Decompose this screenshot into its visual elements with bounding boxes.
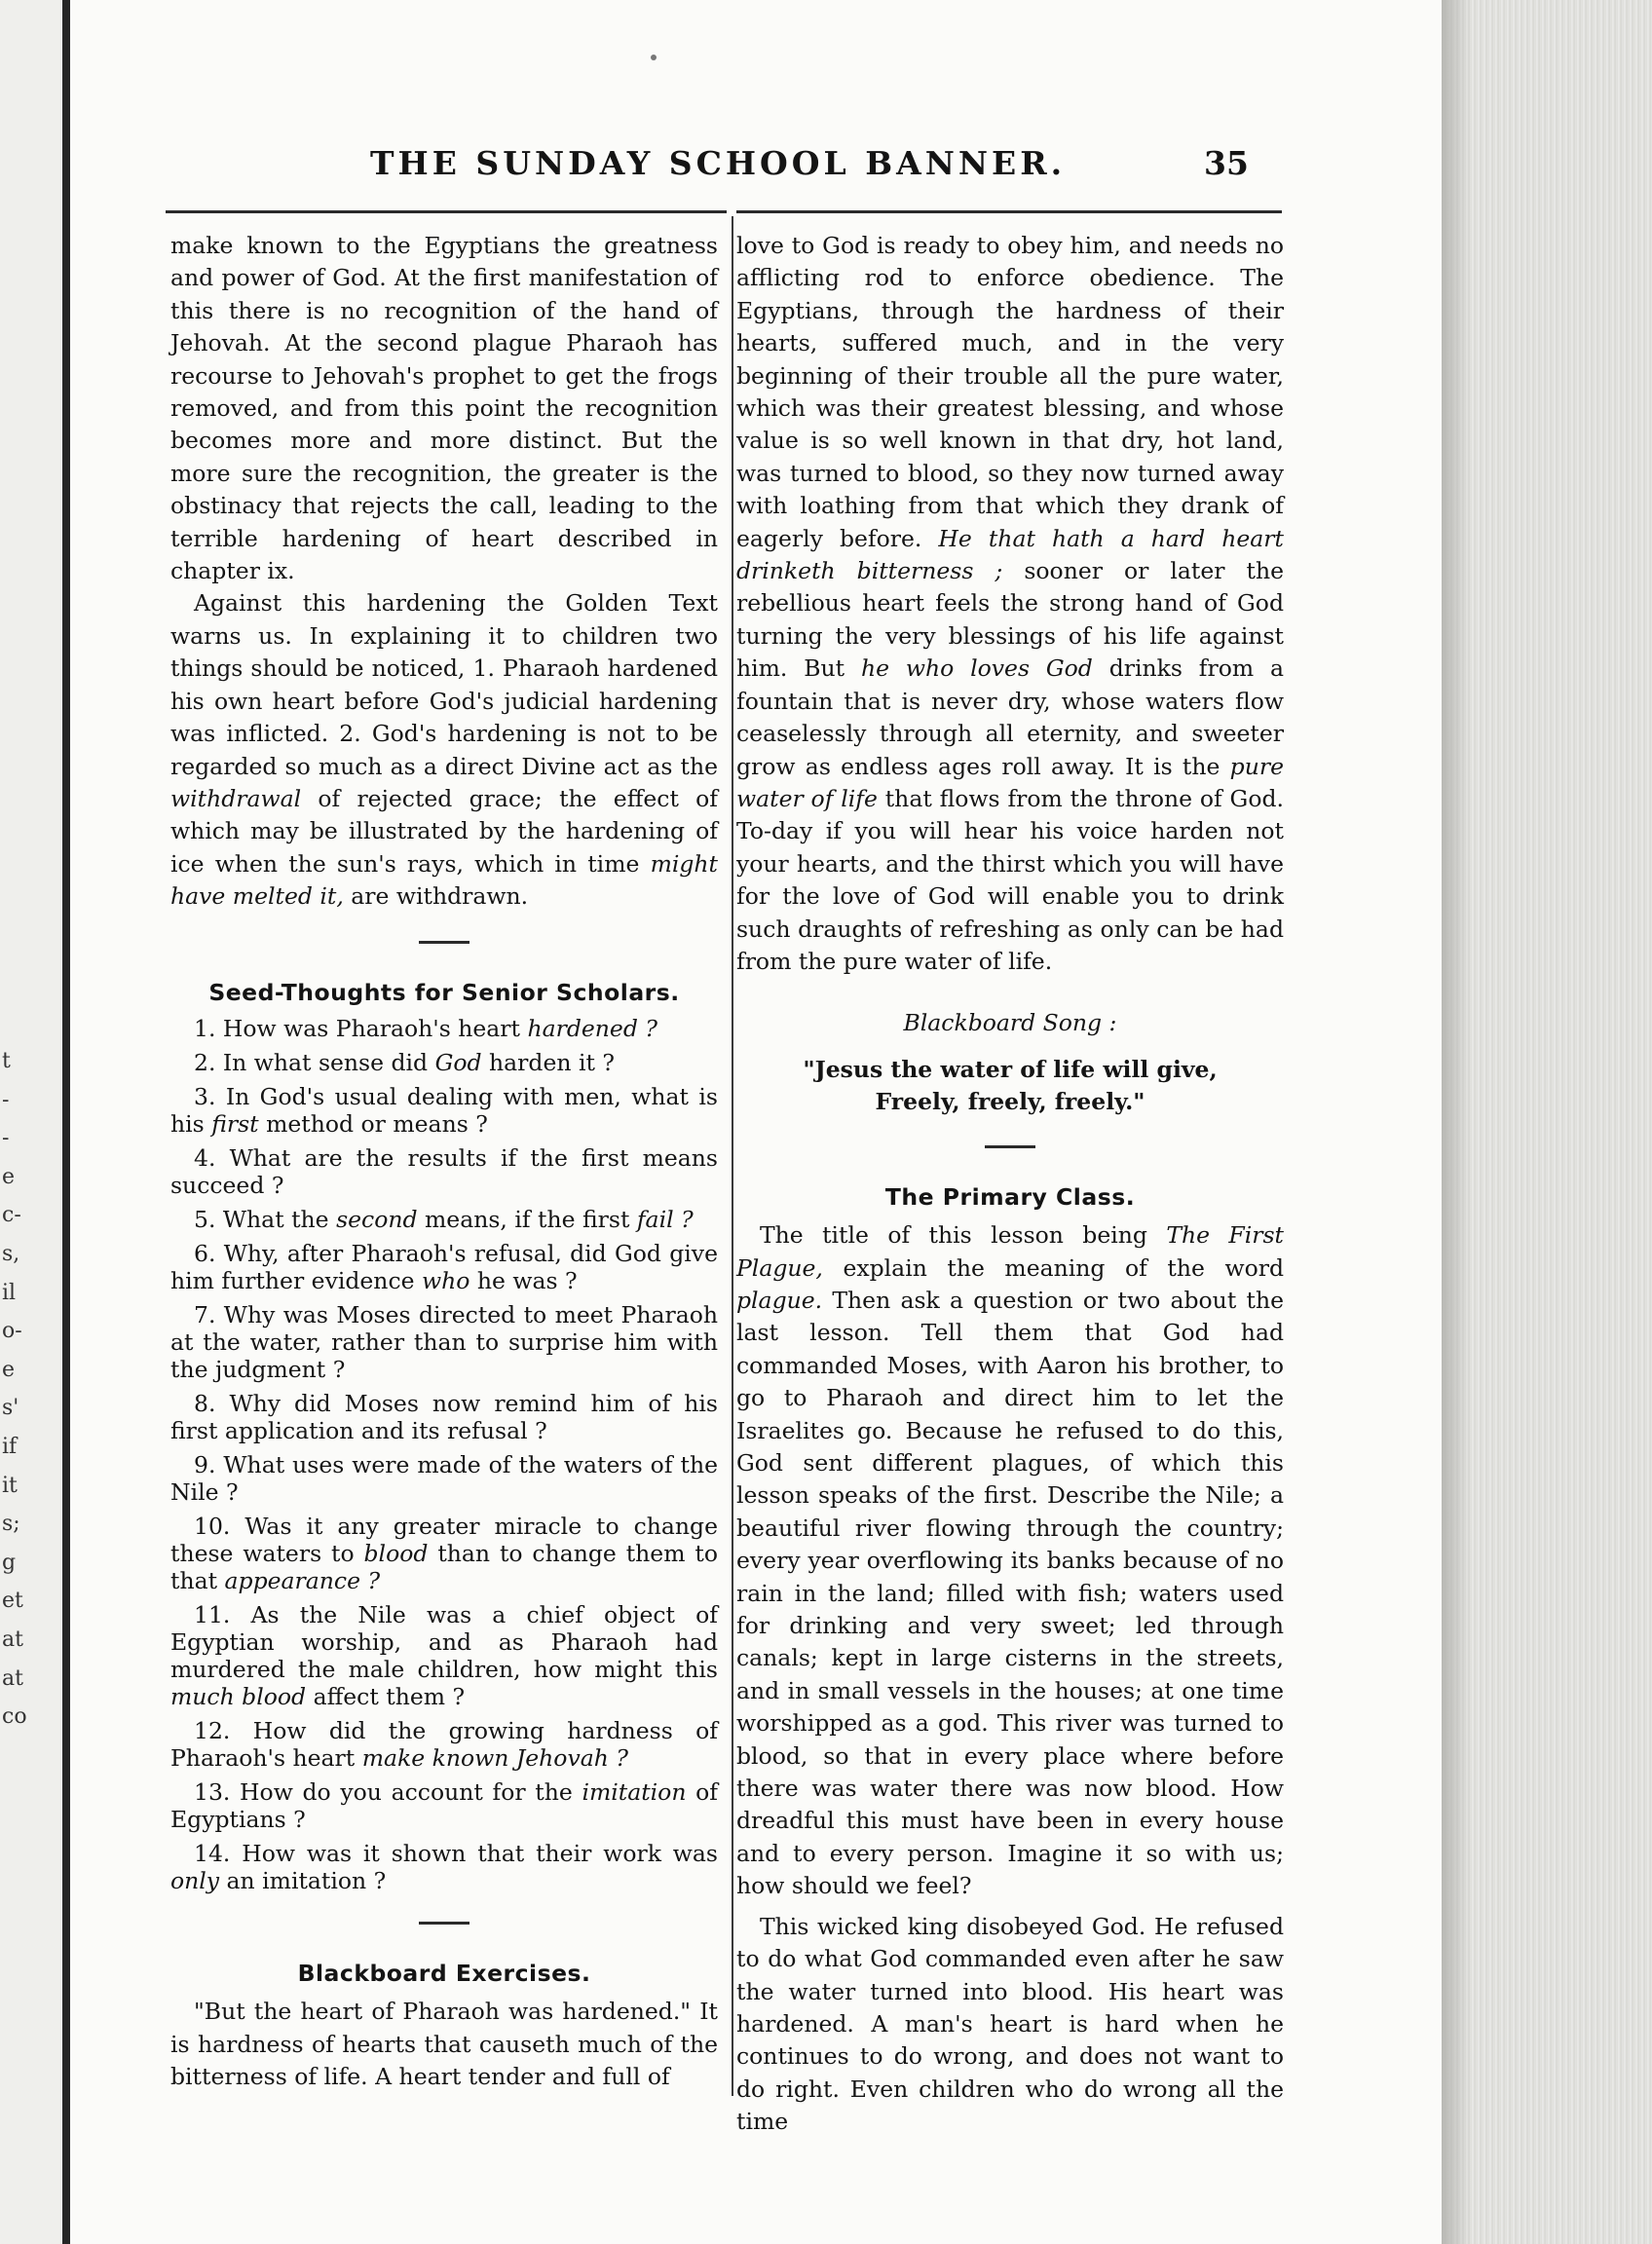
margin-fragment: it bbox=[2, 1473, 18, 1498]
question-text-tail: an imitation ? bbox=[219, 1866, 387, 1894]
golden-text-part-3: are withdrawn. bbox=[343, 882, 529, 911]
right-column bbox=[736, 230, 1284, 2139]
seed-thought-question bbox=[170, 1390, 718, 1444]
margin-fragment: e bbox=[2, 1357, 16, 1382]
continuation-emphasis-1: He that hath a hard heart drinketh bitterness ; bbox=[736, 524, 1284, 585]
primary-class-paragraph-2: This wicked king disobeyed God. He refused to do what God commanded even after he saw the water turned into blood. His heart was hardened. A man's heart is hard when he continues to do wrong, and does not want to do right. Even children who do wrong all the time bbox=[736, 1912, 1284, 2136]
seed-thought-question bbox=[170, 1301, 718, 1383]
question-text: 8. Why did Moses now remind him of his first application and its refusal ? bbox=[170, 1389, 718, 1444]
question-text-tail: he was ? bbox=[469, 1266, 578, 1294]
golden-text-emphasis-1: withdrawal bbox=[170, 784, 302, 812]
margin-fragment: et bbox=[2, 1589, 23, 1614]
running-head: THE SUNDAY SCHOOL BANNER. bbox=[370, 144, 1067, 182]
question-text: 14. How was it shown that their work was bbox=[194, 1839, 718, 1867]
question-text: 13. How do you account for the bbox=[194, 1777, 582, 1806]
question-text: 9. What uses were made of the waters of the Nile ? bbox=[170, 1450, 718, 1506]
seed-thought-question bbox=[170, 1240, 718, 1294]
margin-fragment: o- bbox=[2, 1319, 22, 1344]
section-rule bbox=[419, 941, 469, 944]
question-text: 3. In God's usual dealing with men, what is his bbox=[170, 1082, 718, 1138]
primary-part-3: Then ask a question or two about the last lesson. Tell them that God had commanded Moses, with Aaron his brother, to go to Pharaoh and direct him to let the Israelites go. Because he refused to do this, God sent different plagues, of which this lesson speaks of the first. Describe the Nile; a beautiful river flowing through the country; every year overflowing its banks because of no rain in the land; filled with fish; waters used for drinking and very sweet; led through canals; kept in large cisterns in the streets, and in small vessels in the houses; at one time worshipped as a god. This river was turned to blood, so that in every place where before there was water there was now blood. How dreadful this must have been in every house and to every person. Imagine it so with us; how should we feel? bbox=[736, 1286, 1284, 1900]
primary-part-1: The title of this lesson being bbox=[760, 1221, 1167, 1250]
question-emphasis: much blood bbox=[170, 1682, 307, 1710]
margin-fragment: il bbox=[2, 1280, 17, 1305]
seed-thoughts-question-list bbox=[170, 1015, 718, 1894]
margin-fragment: at bbox=[2, 1627, 23, 1652]
question-text-tail: method or means ? bbox=[258, 1109, 488, 1138]
seed-thought-question bbox=[170, 1206, 718, 1233]
question-text: 7. Why was Moses directed to meet Pharaoh at the water, rather than to surprise him with the judgment ? bbox=[170, 1300, 718, 1383]
seed-thought-question bbox=[170, 1717, 718, 1772]
continuation-part-4: that flows from the throne of God. To-day if you will hear his voice harden not your hearts, and the thirst which you will have for the love of God will enable you to drink such draughts of refreshing as only can be had from the pure water of life. bbox=[736, 784, 1284, 975]
continuation-emphasis-3: pure water of life bbox=[736, 752, 1284, 812]
question-emphasis: only bbox=[170, 1866, 220, 1894]
question-text: 11. As the Nile was a chief object of Egyptian worship, and as Pharaoh had murdered the male children, how might this bbox=[170, 1600, 718, 1683]
continuation-part-2: sooner or later the rebellious heart feels the strong hand of God turning the very blessings of his life against him. But bbox=[736, 557, 1284, 683]
margin-fragment: s, bbox=[2, 1241, 20, 1266]
golden-text-part-1: Against this hardening the Golden Text warns us. In explaining it to children two things should be noticed, 1. Pharaoh hardened his own heart before God's judicial hardening was inflicted. 2. God's hardening is not to be regarded so much as a direct Divine act as the bbox=[170, 589, 718, 780]
continuation-part-3: drinks from a fountain that is never dry, whose waters flow ceaselessly through all eternity, and sweeter grow as endless ages roll away. It is the bbox=[736, 654, 1284, 780]
margin-fragment: - bbox=[2, 1126, 10, 1151]
blackboard-exercises-heading: Blackboard Exercises. bbox=[297, 1959, 591, 1987]
question-emphasis: first bbox=[211, 1109, 259, 1138]
ink-speck bbox=[651, 55, 657, 60]
seed-thought-question bbox=[170, 1513, 718, 1594]
seed-thought-question bbox=[170, 1601, 718, 1710]
seed-thought-question bbox=[170, 1144, 718, 1199]
continuation-emphasis-2: he who loves God bbox=[860, 654, 1093, 683]
question-text: 5. What the bbox=[194, 1205, 337, 1233]
seed-thought-question bbox=[170, 1015, 718, 1042]
margin-fragment: g bbox=[2, 1550, 17, 1575]
question-text: 2. In what sense did bbox=[194, 1048, 435, 1076]
margin-fragment: t bbox=[2, 1049, 11, 1073]
column-divider bbox=[732, 216, 733, 2096]
question-emphasis: second bbox=[336, 1205, 418, 1233]
question-text-tail: than to change them to that bbox=[170, 1539, 718, 1594]
question-text: 12. How did the growing hardness of Pharaoh's heart bbox=[170, 1716, 718, 1772]
blackboard-song-line-1: "Jesus the water of life will give, bbox=[803, 1055, 1218, 1083]
margin-fragment: - bbox=[2, 1087, 10, 1112]
question-text-tail: affect them ? bbox=[306, 1682, 466, 1710]
question-emphasis-tail: fail ? bbox=[636, 1205, 694, 1233]
margin-fragment: s' bbox=[2, 1396, 19, 1421]
primary-emphasis-2: plague. bbox=[736, 1286, 823, 1314]
margin-fragment: e bbox=[2, 1164, 16, 1189]
blackboard-exercises-text: "But the heart of Pharaoh was hardened." It is hardness of hearts that causeth much of the bitterness of life. A heart tender and full of bbox=[170, 1998, 718, 2091]
seed-thought-question bbox=[170, 1778, 718, 1833]
question-text-tail: means, if the first bbox=[417, 1205, 637, 1233]
question-emphasis: hardened ? bbox=[527, 1014, 657, 1042]
question-text: 4. What are the results if the first means succeed ? bbox=[170, 1143, 718, 1199]
question-emphasis: imitation bbox=[582, 1777, 687, 1806]
question-emphasis: who bbox=[421, 1266, 470, 1294]
question-text: 6. Why, after Pharaoh's refusal, did God give him further evidence bbox=[170, 1239, 718, 1294]
primary-emphasis-1: The First Plague, bbox=[736, 1221, 1284, 1282]
continuation-paragraph bbox=[736, 230, 1284, 978]
page-edge-shadow bbox=[1442, 0, 1471, 2244]
seed-thought-question bbox=[170, 1049, 718, 1076]
question-text-tail: harden it ? bbox=[481, 1048, 615, 1076]
primary-class-heading: The Primary Class. bbox=[884, 1182, 1136, 1211]
seed-thought-question bbox=[170, 1083, 718, 1138]
golden-text-paragraph bbox=[170, 587, 718, 913]
margin-fragment: s; bbox=[2, 1512, 20, 1537]
primary-class-paragraph-1 bbox=[736, 1219, 1284, 1903]
margin-fragment: c- bbox=[2, 1203, 21, 1228]
section-rule bbox=[985, 1145, 1035, 1148]
section-rule bbox=[419, 1922, 469, 1925]
question-emphasis: God bbox=[434, 1048, 482, 1076]
primary-part-2: explain the meaning of the word bbox=[822, 1253, 1284, 1282]
blackboard-song-line-2: Freely, freely, freely." bbox=[875, 1087, 1145, 1115]
margin-fragment: co bbox=[2, 1704, 27, 1730]
question-emphasis-tail: appearance ? bbox=[224, 1566, 381, 1594]
header-rule-right bbox=[736, 210, 1282, 213]
question-emphasis: blood bbox=[363, 1539, 429, 1567]
golden-text-emphasis-2: might have melted it, bbox=[170, 849, 718, 911]
facing-page-strip bbox=[0, 0, 68, 2244]
header-rule-left bbox=[166, 210, 727, 213]
margin-fragment: at bbox=[2, 1665, 23, 1691]
page-number: 35 bbox=[1204, 144, 1249, 182]
page-block-edges bbox=[1442, 0, 1652, 2244]
facing-page-text-fragments bbox=[2, 1042, 60, 1737]
question-text: 10. Was it any greater miracle to change these waters to bbox=[170, 1512, 718, 1567]
seed-thought-question bbox=[170, 1840, 718, 1894]
golden-text-part-2: of rejected grace; the effect of which may be illustrated by the hardening of ice when the sun's rays, which in time bbox=[170, 784, 718, 878]
opening-paragraph: make known to the Egyptians the greatness and power of God. At the first manifestation of this there is no recognition of the hand of Jehovah. At the second plague Pharaoh has recourse to Jehovah's prophet to get the frogs removed, and from this point the recognition becomes more and more distinct. But the more sure the recognition, the greater is the obstinacy that rejects the call, leading to the terrible hardening of heart described in chapter ix. bbox=[170, 232, 718, 585]
left-column bbox=[170, 230, 718, 2094]
book-binding-gutter bbox=[62, 0, 70, 2244]
seed-thought-question bbox=[170, 1451, 718, 1506]
margin-fragment: if bbox=[2, 1434, 18, 1459]
blackboard-song-title: Blackboard Song : bbox=[903, 1009, 1117, 1037]
continuation-part-1: love to God is ready to obey him, and needs no afflicting rod to enforce obedience. The Egyptians, through the hardness of their hearts, suffered much, and in the very beginning of their trouble all the pure water, which was their greatest blessing, and whose value is so well known in that dry, hot land, was turned to blood, so they now turned away with loathing from that which they drank of eagerly before. bbox=[736, 232, 1284, 552]
question-text-tail: of Egyptians ? bbox=[170, 1777, 718, 1833]
seed-thoughts-heading: Seed-Thoughts for Senior Scholars. bbox=[208, 978, 680, 1006]
question-emphasis: make known Jehovah ? bbox=[361, 1743, 628, 1772]
question-text: 1. How was Pharaoh's heart bbox=[194, 1014, 528, 1042]
